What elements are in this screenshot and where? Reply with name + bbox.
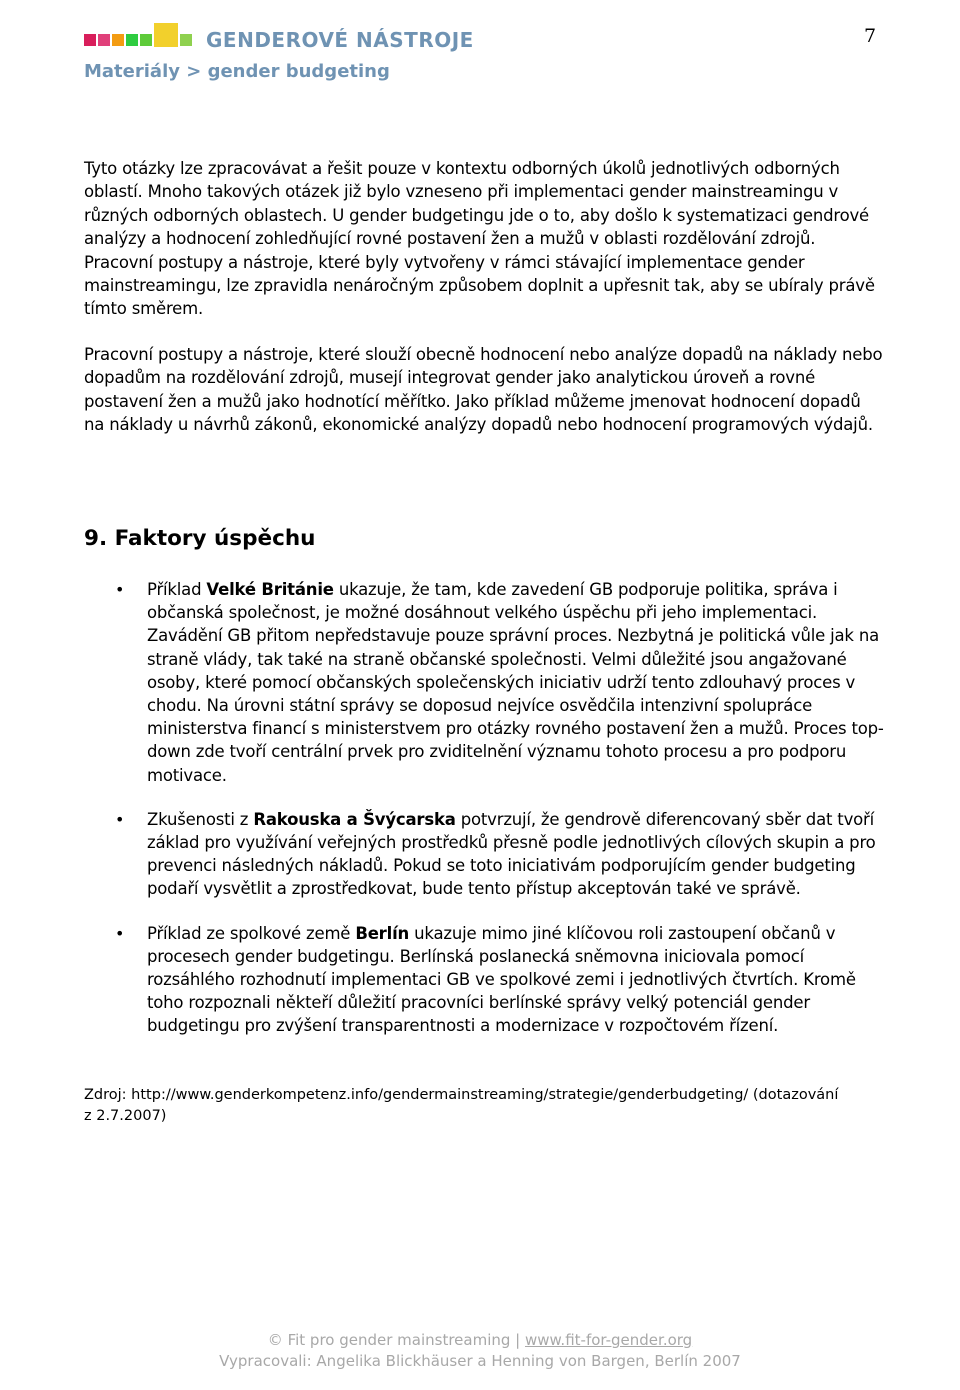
breadcrumb: Materiály > gender budgeting bbox=[84, 61, 390, 82]
bullet-icon: • bbox=[115, 580, 125, 599]
list-item-text: ukazuje, že tam, kde zavedení GB podporuje politika, správa i občanská společnost, je možné dosáhnout velkého úspěchu při jeho implementaci. Zavádění GB přitom nepředstavuje pouze správní proces. Nezbytná je politická vůle jak na straně vlády, tak také na straně občanské společnosti. Velmi důležité jsou angažované osoby, které pomocí občanských společenských iniciativ udrží tento zdlouhavý proces v chodu. Na úrovni státní správy se doposud nejvíce osvědčila intenzivní spolupráce ministerstva financí s ministerstvem pro otázky rovného postavení žen a mužů. Proces top-down zde tvoří centrální prvek pro zviditelnění významu tohoto procesu a pro podporu motivace. bbox=[147, 580, 884, 785]
paragraph: Tyto otázky lze zpracovávat a řešit pouze v kontextu odborných úkolů jednotlivých odborných oblastí. Mnoho takových otázek již bylo vzneseno při implementaci gender mainstreamingu v různých odborných oblastech. U gender budgetingu jde o to, aby došlo k systematizaci gendrové analýzy a hodnocení zohledňující rovné postavení žen a mužů v oblasti rozdělování zdrojů. Pracovní postupy a nástroje, které byly vytvořeny v rámci stávající implementace gender mainstreamingu, lze zpravidla nenáročným způsobem doplnit a upřesnit tak, aby se ubíraly právě tímto směrem. bbox=[84, 159, 875, 319]
list-item-text: potvrzují, že gendrově diferencovaný sběr dat tvoří základ pro využívání veřejných prostředků přesně podle jednotlivých cílových skupin a pro prevenci následných nákladů. Pokud se toto iniciativám podporujícím gender budgeting podaří vysvětlit a zprostředkovat, bude tento přístup akceptován také ve správě. bbox=[147, 809, 876, 899]
list-item-text: Příklad ze spolkové země bbox=[147, 923, 356, 943]
footer-line-1 bbox=[0, 1330, 960, 1351]
document-title: GENDEROVÉ NÁSTROJE bbox=[206, 28, 474, 52]
list-item bbox=[84, 578, 884, 787]
success-factors-list bbox=[84, 578, 884, 1059]
website-link[interactable]: www.fit-for-gender.org bbox=[525, 1331, 693, 1349]
source-citation: Zdroj: http://www.genderkompetenz.info/gendermainstreaming/strategie/genderbudgeting/ (dotazování z 2.7.2007) bbox=[84, 1087, 839, 1124]
footer-line-2: Vypracovali: Angelika Blickhäuser a Henning von Bargen, Berlín 2007 bbox=[219, 1352, 741, 1370]
logo-square-icon bbox=[112, 34, 124, 46]
logo-square-icon bbox=[154, 23, 178, 47]
section-heading: 9. Faktory úspěchu bbox=[84, 526, 316, 551]
list-item-text: ukazuje mimo jiné klíčovou roli zastoupení občanů v procesech gender budgetingu. Berlínská poslanecká sněmovna iniciovala pomocí rozsáhlého rozhodnutí implementaci GB ve spolkové zemi i jednotlivých čtvrtích. Kromě toho rozpoznali někteří důležití pracovníci berlínské správy velký potenciál gender budgetingu pro zvýšení transparentnosti a modernizace v rozpočtovém řízení. bbox=[147, 923, 856, 1036]
bullet-icon: • bbox=[115, 809, 125, 829]
page-header bbox=[0, 0, 960, 100]
logo-square-icon bbox=[126, 34, 138, 46]
list-item-text: Příklad bbox=[147, 580, 207, 599]
list-item-emphasis: Velké Británie bbox=[206, 580, 334, 599]
main-content bbox=[84, 157, 884, 436]
logo-square-icon bbox=[140, 34, 152, 46]
paragraph: Pracovní postupy a nástroje, které slouží obecně hodnocení nebo analýze dopadů na náklady nebo dopadům na rozdělování zdrojů, musejí integrovat gender jako analytickou úroveň a rovné postavení žen a mužů jako hodnotící měřítko. Jako příklad můžeme jmenovat hodnocení dopadů na náklady u návrhů zákonů, ekonomické analýzy dopadů nebo hodnocení programových výdajů. bbox=[84, 344, 883, 435]
list-item-emphasis: Rakouska a Švýcarska bbox=[253, 809, 456, 829]
page-number: 7 bbox=[864, 25, 877, 47]
list-item bbox=[84, 922, 884, 1038]
copyright-text: © Fit pro gender mainstreaming | bbox=[267, 1331, 525, 1349]
logo-square-icon bbox=[98, 34, 110, 46]
logo-square-icon bbox=[180, 34, 192, 46]
logo-square-icon bbox=[84, 34, 96, 46]
page-footer bbox=[0, 1330, 960, 1372]
bullet-icon: • bbox=[115, 923, 125, 943]
list-item bbox=[84, 808, 884, 901]
list-item-emphasis: Berlín bbox=[355, 923, 410, 943]
list-item-text: Zkušenosti z bbox=[147, 809, 254, 829]
